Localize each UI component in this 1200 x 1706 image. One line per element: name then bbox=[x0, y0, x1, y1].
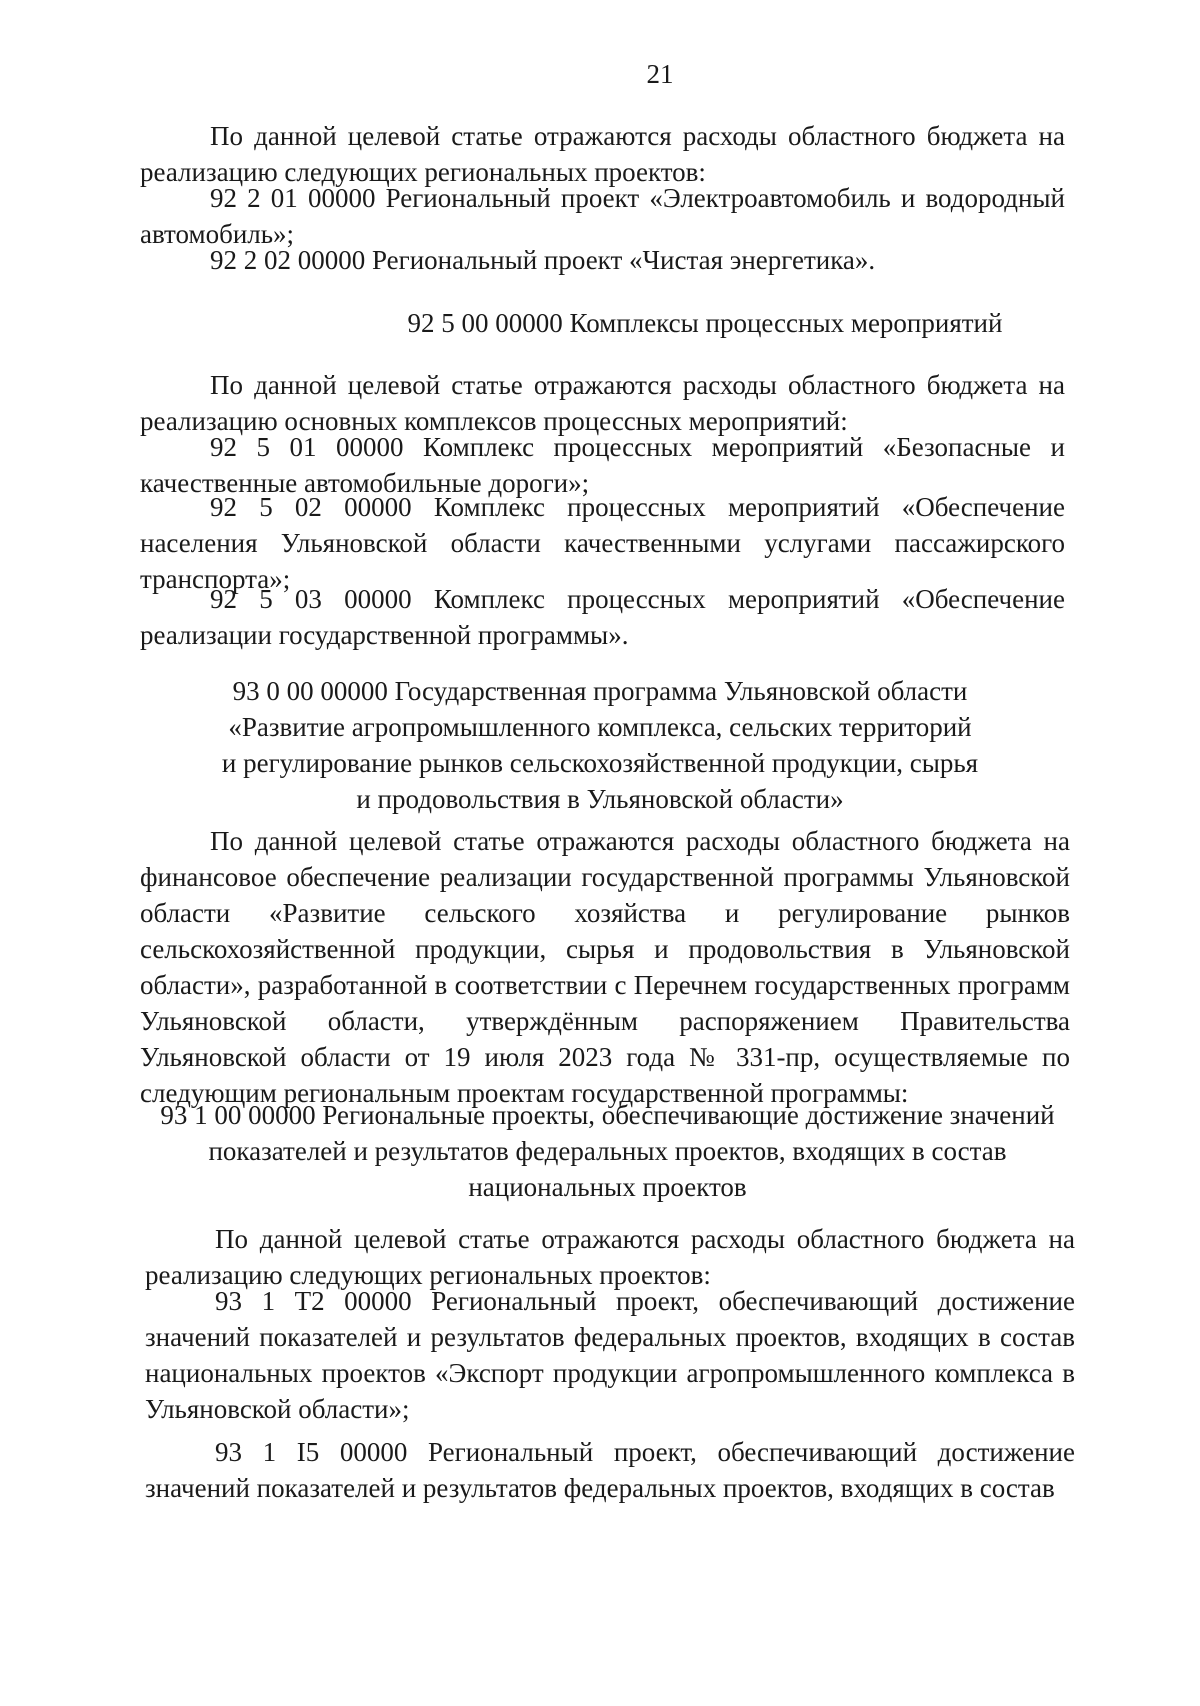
section-heading-process-complexes: 92 5 00 00000 Комплексы процессных мероприятий bbox=[407, 308, 1003, 338]
section-heading-regional-projects-93-1 bbox=[140, 1097, 1075, 1205]
heading-line: 93 0 00 00000 Государственная программа Ульяновской области bbox=[232, 676, 968, 706]
list-item-passenger-transport: 92 5 02 00000 Комплекс процессных мероприятий «Обеспечение населения Ульяновской области качественными услугами пассажирского транспорта»; bbox=[140, 492, 1065, 594]
list-item-project-electric-car: 92 2 01 00000 Региональный проект «Электроавтомобиль и водородный автомобиль»; bbox=[140, 183, 1065, 249]
heading-line: национальных проектов bbox=[468, 1172, 747, 1202]
list-item-project-clean-energy: 92 2 02 00000 Региональный проект «Чистая энергетика». bbox=[210, 245, 876, 275]
paragraph-intro-process-complexes: По данной целевой статье отражаются расходы областного бюджета на реализацию основных комплексов процессных мероприятий: bbox=[140, 370, 1065, 436]
list-item-project-i5: 93 1 I5 00000 Региональный проект, обеспечивающий достижение значений показателей и результатов федеральных проектов, входящих в состав bbox=[145, 1437, 1075, 1503]
heading-line: «Развитие агропромышленного комплекса, сельских территорий bbox=[228, 712, 972, 742]
list-item-safe-roads: 92 5 01 00000 Комплекс процессных мероприятий «Безопасные и качественные автомобильные дороги»; bbox=[140, 432, 1065, 498]
paragraph-state-program-funding: По данной целевой статье отражаются расходы областного бюджета на финансовое обеспечение реализации государственной программы Ульяновской области «Развитие сельского хозяйства и регулирование рынков сельскохозяйственной продукции, сырья и продовольствия в Ульяновской области», разработанной в соответствии с Перечнем государственных программ Ульяновской области, утверждённым распоряжением Правительства Ульяновской области от 19 июля 2023 года № 331-пр, осуществляемые по следующим региональным проектам государственной программы: bbox=[140, 826, 1070, 1108]
paragraph-intro-regional-projects: По данной целевой статье отражаются расходы областного бюджета на реализацию следующих региональных проектов: bbox=[140, 121, 1065, 187]
heading-line: показателей и результатов федеральных проектов, входящих в состав bbox=[208, 1136, 1007, 1166]
paragraph-intro-regional-projects-93: По данной целевой статье отражаются расходы областного бюджета на реализацию следующих региональных проектов: bbox=[145, 1224, 1075, 1290]
heading-line: и продовольствия в Ульяновской области» bbox=[356, 784, 844, 814]
page-number: 21 bbox=[646, 59, 674, 89]
section-heading-state-program-93 bbox=[130, 673, 1070, 817]
heading-line: 93 1 00 00000 Региональные проекты, обеспечивающие достижение значений bbox=[160, 1100, 1055, 1130]
list-item-program-support: 92 5 03 00000 Комплекс процессных мероприятий «Обеспечение реализации государственной программы». bbox=[140, 584, 1065, 650]
heading-line: и регулирование рынков сельскохозяйственной продукции, сырья bbox=[221, 748, 979, 778]
list-item-agro-export: 93 1 Т2 00000 Региональный проект, обеспечивающий достижение значений показателей и результатов федеральных проектов, входящих в состав национальных проектов «Экспорт продукции агропромышленного комплекса в Ульяновской области»; bbox=[145, 1286, 1075, 1424]
